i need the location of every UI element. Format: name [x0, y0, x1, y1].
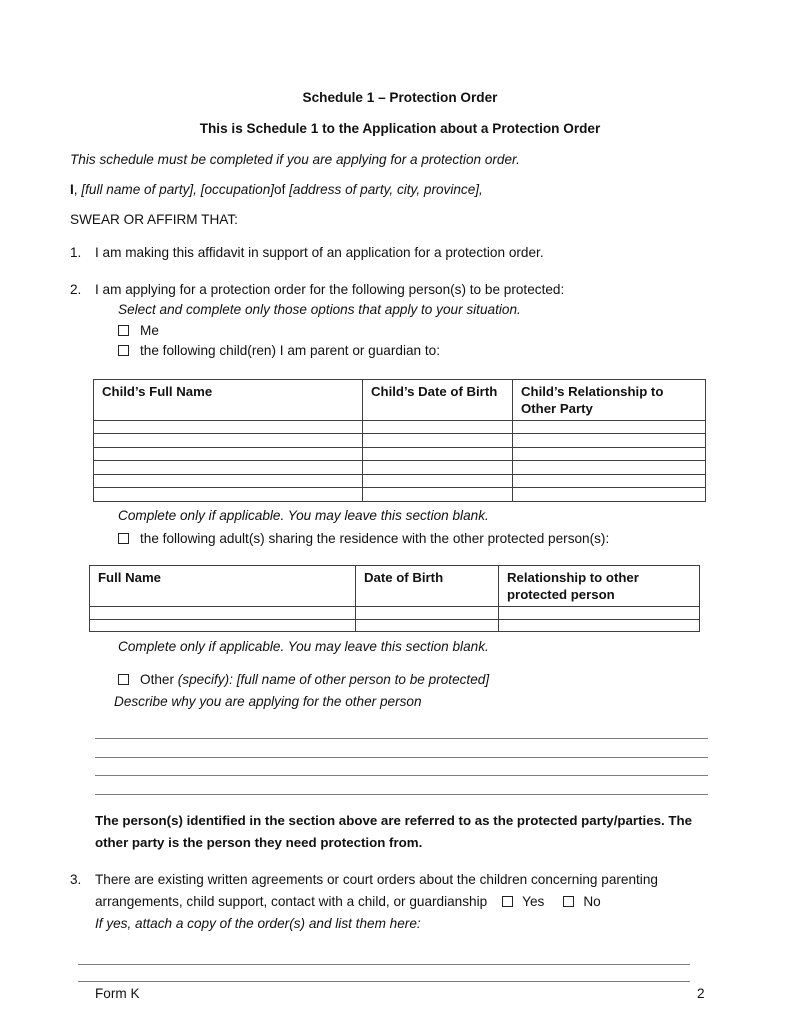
table-cell[interactable]	[356, 619, 499, 632]
swear-line: SWEAR OR AFFIRM THAT:	[70, 212, 238, 227]
identity-of: of	[274, 182, 290, 197]
table-cell[interactable]	[363, 434, 513, 448]
table-cell[interactable]	[363, 474, 513, 488]
table-row	[94, 434, 706, 448]
table-cell[interactable]	[513, 461, 706, 475]
option-children	[118, 341, 730, 362]
numbered-item-3	[70, 869, 730, 935]
write-in-line[interactable]	[95, 721, 708, 740]
table-cell[interactable]	[94, 461, 363, 475]
option-other	[118, 670, 730, 691]
table-cell[interactable]	[513, 420, 706, 434]
applicable-note: Complete only if applicable. You may leave this section blank.	[118, 507, 489, 523]
column-header: Relationship to other protected person	[499, 566, 700, 607]
write-in-line[interactable]	[78, 965, 690, 982]
table-cell[interactable]	[356, 607, 499, 620]
identity-pronoun: I	[70, 182, 74, 197]
table-cell[interactable]	[499, 607, 700, 620]
other-checkbox[interactable]	[118, 674, 129, 685]
numbered-item-2	[70, 279, 730, 300]
me-checkbox[interactable]	[118, 325, 129, 336]
table-cell[interactable]	[94, 420, 363, 434]
identity-line	[70, 180, 730, 200]
option-other-specify: (specify):	[177, 672, 237, 687]
table-cell[interactable]	[90, 619, 356, 632]
table-cell[interactable]	[94, 474, 363, 488]
form-name-label: Form K	[95, 986, 140, 1001]
option-adults-label: the following adult(s) sharing the residence with the other protected person(s):	[140, 530, 610, 546]
yes-checkbox[interactable]	[502, 896, 513, 907]
page-subtitle: This is Schedule 1 to the Application about a Protection Order	[199, 121, 601, 136]
option-me	[118, 321, 730, 342]
column-header: Full Name	[90, 566, 356, 607]
table-row	[94, 447, 706, 461]
table-row	[94, 420, 706, 434]
write-in-line[interactable]	[78, 948, 690, 965]
table-row	[90, 619, 700, 632]
yes-label: Yes	[522, 893, 545, 909]
identity-party-placeholder: [full name of party], [occupation]	[81, 182, 275, 197]
table-cell[interactable]	[363, 420, 513, 434]
table-header-row	[94, 379, 706, 420]
table-cell[interactable]	[363, 488, 513, 502]
write-in-area	[95, 721, 708, 795]
table-cell[interactable]	[363, 461, 513, 475]
table-header-row	[90, 566, 700, 607]
write-in-line[interactable]	[95, 739, 708, 758]
no-label: No	[583, 893, 601, 909]
table-cell[interactable]	[90, 607, 356, 620]
numbered-item-1	[70, 242, 730, 263]
table-cell[interactable]	[513, 488, 706, 502]
item-text: I am making this affidavit in support of an application for a protection order.	[95, 245, 544, 260]
adults-table	[89, 565, 700, 632]
applicable-note: Complete only if applicable. You may leave this section blank.	[118, 639, 489, 654]
table-row	[94, 461, 706, 475]
no-checkbox[interactable]	[563, 896, 574, 907]
column-header: Child’s Date of Birth	[363, 379, 513, 420]
identity-comma: ,	[73, 182, 82, 197]
children-checkbox[interactable]	[118, 345, 129, 356]
yes-option	[502, 894, 544, 909]
write-in-line[interactable]	[95, 776, 708, 795]
item-text: I am applying for a protection order for the following person(s) to be protected:	[95, 282, 565, 297]
identity-address-placeholder: [address of party, city, province],	[289, 182, 483, 197]
column-header: Child’s Full Name	[94, 379, 363, 420]
children-table	[93, 379, 706, 502]
page-title: Schedule 1 – Protection Order	[302, 90, 498, 105]
table-cell[interactable]	[94, 488, 363, 502]
column-header: Date of Birth	[356, 566, 499, 607]
option-adults	[118, 529, 730, 550]
table-cell[interactable]	[499, 619, 700, 632]
table-row	[94, 474, 706, 488]
select-instruction: Select and complete only those options that apply to your situation.	[118, 302, 521, 317]
page-number: 2	[697, 986, 705, 1001]
write-in-area	[78, 948, 690, 982]
option-children-label: the following child(ren) I am parent or guardian to:	[140, 343, 440, 358]
table-cell[interactable]	[513, 447, 706, 461]
item-number: 2.	[70, 282, 82, 297]
write-in-line[interactable]	[95, 758, 708, 777]
table-cell[interactable]	[363, 447, 513, 461]
table-row	[94, 488, 706, 502]
item-number: 3.	[70, 871, 82, 887]
protected-party-note: The person(s) identified in the section above are referred to as the protected party/parties. The other party is the person they need protection from.	[95, 812, 693, 850]
if-yes-note: If yes, attach a copy of the order(s) and list them here:	[95, 915, 421, 931]
option-other-label: Other	[140, 672, 178, 687]
table-cell[interactable]	[94, 434, 363, 448]
option-other-placeholder: [full name of other person to be protected]	[236, 672, 490, 687]
item3-statement: There are existing written agreements or court orders about the children concerning parenting arrangements, child support, contact with a child, or guardianship	[95, 871, 658, 909]
intro-note: This schedule must be completed if you are applying for a protection order.	[70, 152, 520, 167]
column-header: Child’s Relationship to Other Party	[513, 379, 706, 420]
adults-checkbox[interactable]	[118, 533, 129, 544]
table-cell[interactable]	[513, 474, 706, 488]
no-option	[563, 894, 600, 909]
option-me-label: Me	[140, 322, 159, 338]
table-cell[interactable]	[513, 434, 706, 448]
item-number: 1.	[70, 245, 82, 260]
table-cell[interactable]	[94, 447, 363, 461]
item-text	[95, 869, 708, 935]
table-row	[90, 607, 700, 620]
describe-prompt: Describe why you are applying for the other person	[114, 693, 422, 709]
